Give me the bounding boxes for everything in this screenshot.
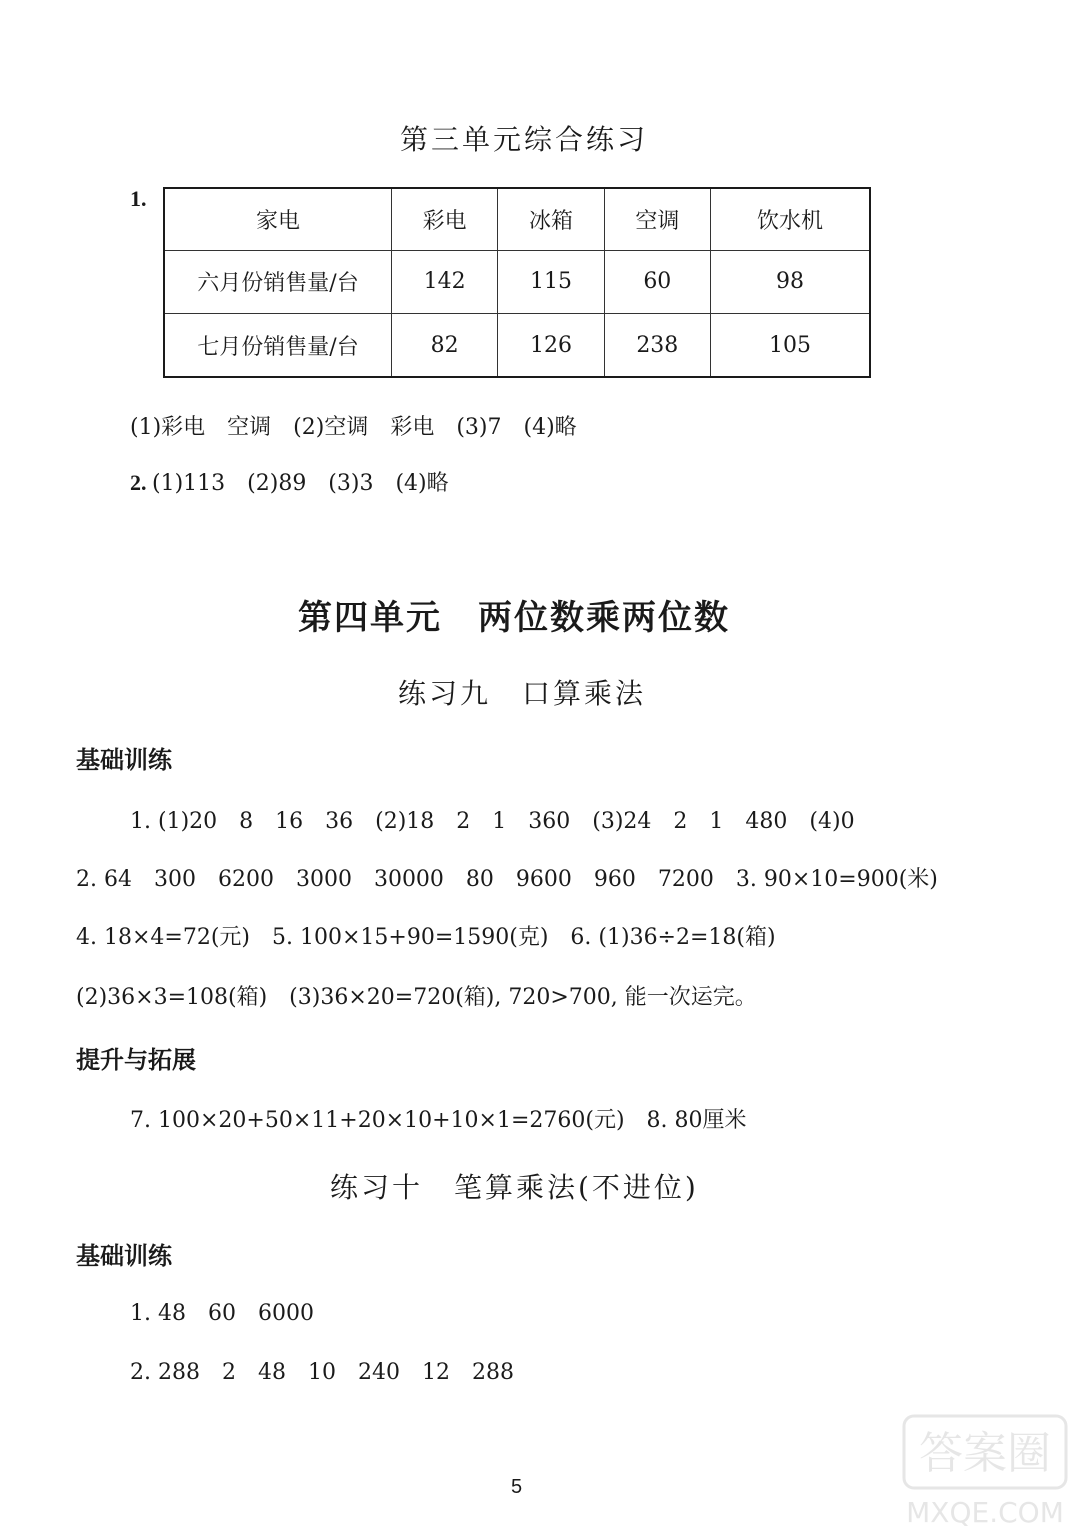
subheading-basic-training: 基础训练 xyxy=(76,746,172,774)
exercise-line: 2. 64 300 6200 3000 30000 80 9600 960 7200 3. 90×10=900(米) xyxy=(76,867,938,892)
table-cell: 105 xyxy=(710,314,870,377)
answer-line-q2: 2. (1)113 (2)89 (3)3 (4)略 xyxy=(130,470,449,496)
table-cell: 126 xyxy=(498,314,604,377)
table-header-cell: 空调 xyxy=(604,188,710,250)
table-cell: 60 xyxy=(604,250,710,313)
table-header-cell: 冰箱 xyxy=(498,188,604,250)
table-row xyxy=(164,314,870,377)
subheading-extension: 提升与拓展 xyxy=(76,1046,196,1074)
exercise-line: (2)36×3=108(箱) (3)36×20=720(箱), 720>700, 能一次运完。 xyxy=(76,985,757,1010)
exercise-line: 2. 288 2 48 10 240 12 288 xyxy=(130,1360,514,1385)
sales-table xyxy=(163,187,871,378)
table-cell: 142 xyxy=(392,250,498,313)
svg-text:答案圈: 答案圈 xyxy=(919,1428,1051,1479)
table-header-cell: 家电 xyxy=(164,188,392,250)
section-title-unit3-review: 第三单元综合练习 xyxy=(400,123,649,156)
answer-line-q1: (1)彩电 空调 (2)空调 彩电 (3)7 (4)略 xyxy=(130,415,577,440)
exercise-title-10: 练习十 笔算乘法(不进位) xyxy=(330,1171,699,1204)
table-row xyxy=(164,250,870,313)
exercise-line: 1. 48 60 6000 xyxy=(130,1301,314,1326)
page-number: 5 xyxy=(511,1476,523,1498)
table-cell: 七月份销售量/台 xyxy=(164,314,392,377)
table-cell: 238 xyxy=(604,314,710,377)
exercise-line: 1. (1)20 8 16 36 (2)18 2 1 360 (3)24 2 1 480 (4)0 xyxy=(130,809,855,834)
svg-text:MXQE.COM: MXQE.COM xyxy=(906,1496,1064,1529)
subheading-basic-training: 基础训练 xyxy=(76,1242,172,1270)
exercise-line: 4. 18×4=72(元) 5. 100×15+90=1590(克) 6. (1)36÷2=18(箱) xyxy=(76,925,776,950)
table-cell: 115 xyxy=(498,250,604,313)
table-cell: 六月份销售量/台 xyxy=(164,250,392,313)
watermark-logo xyxy=(900,1412,1070,1532)
table-header-cell: 饮水机 xyxy=(710,188,870,250)
table-header-cell: 彩电 xyxy=(392,188,498,250)
table-cell: 98 xyxy=(710,250,870,313)
unit-title: 第四单元 两位数乘两位数 xyxy=(298,598,730,638)
question-number-1: 1. xyxy=(130,186,147,211)
exercise-line: 7. 100×20+50×11+20×10+10×1=2760(元) 8. 80厘米 xyxy=(130,1108,747,1133)
table-cell: 82 xyxy=(392,314,498,377)
exercise-title-9: 练习九 口算乘法 xyxy=(398,677,647,710)
